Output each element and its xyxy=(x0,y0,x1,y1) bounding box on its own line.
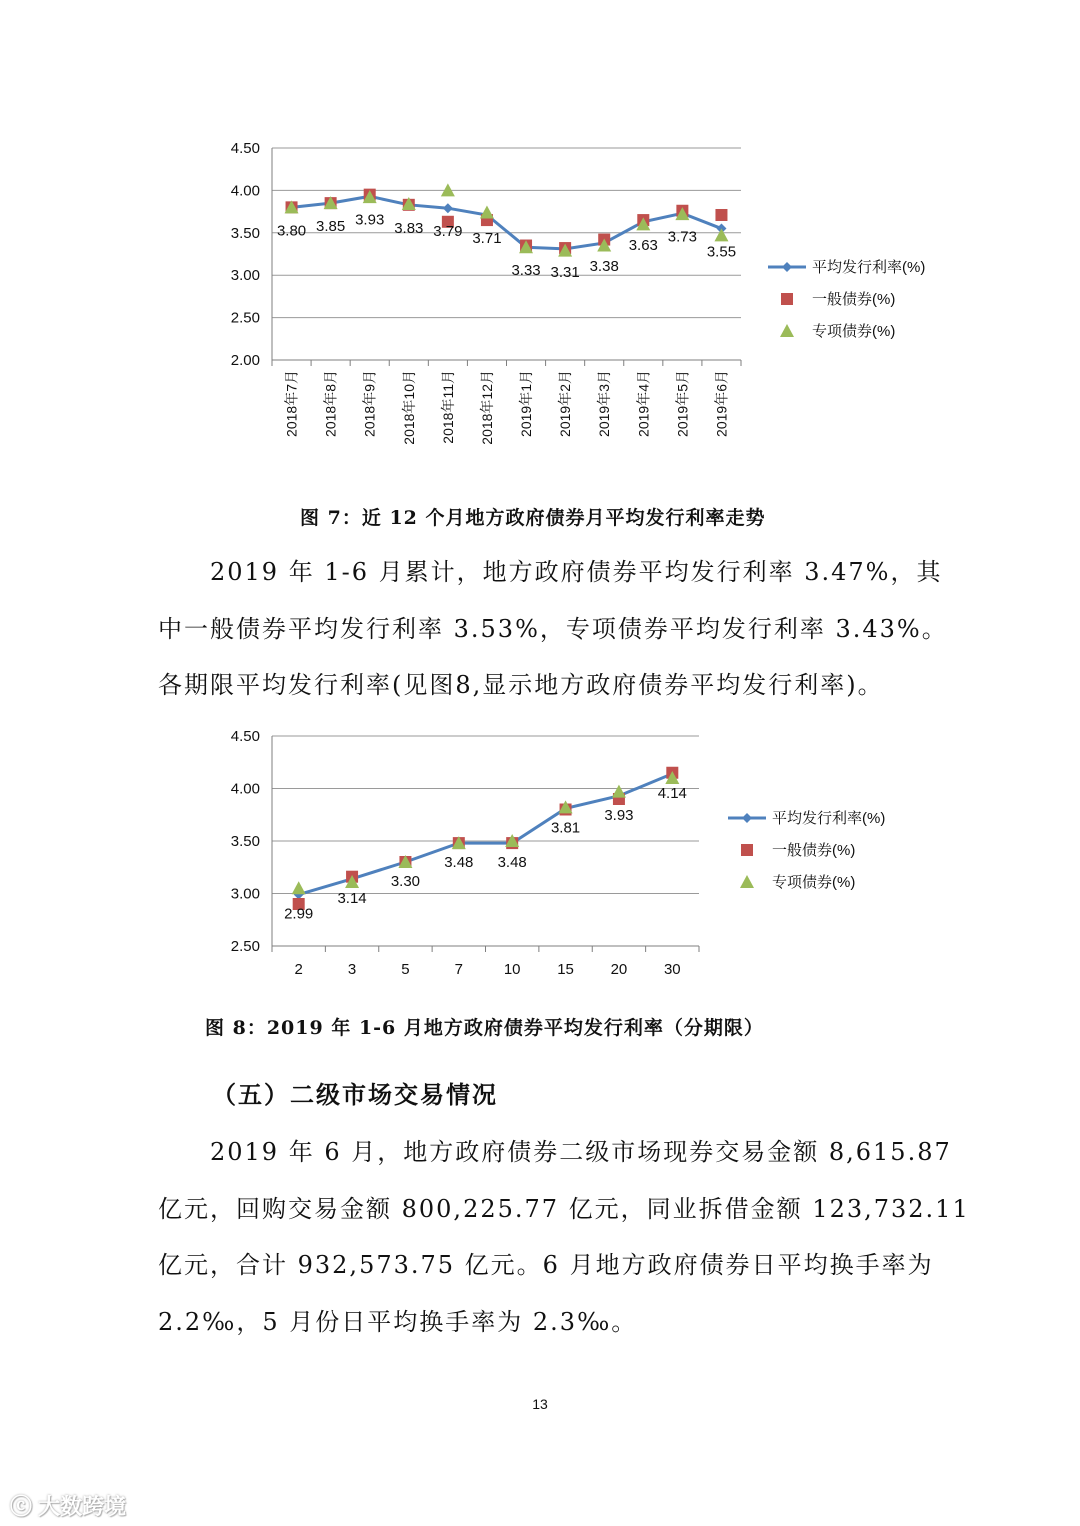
paragraph-line: 亿元，合计 932,573.75 亿元。6 月地方政府债券日平均换手率为 xyxy=(158,1251,934,1279)
y-tick-label: 3.00 xyxy=(230,885,260,903)
data-point-triangle xyxy=(480,205,494,218)
chart-term-issuance-rate xyxy=(200,720,940,990)
x-tick-label: 2019年1月 xyxy=(518,370,535,437)
legend-marker-diamond xyxy=(742,813,752,823)
x-tick-label: 2018年12月 xyxy=(478,370,495,445)
data-label: 3.83 xyxy=(394,219,424,237)
x-tick-label: 2019年3月 xyxy=(596,370,613,437)
y-tick-label: 4.00 xyxy=(230,182,260,200)
y-tick-label: 2.00 xyxy=(230,352,260,369)
data-point-triangle xyxy=(612,785,626,798)
chart-monthly-issuance-rate xyxy=(200,130,960,470)
data-label: 3.73 xyxy=(667,228,697,246)
data-point-triangle xyxy=(441,183,455,196)
x-tick-label: 2018年8月 xyxy=(322,370,339,437)
figure-7-caption: 图 7：近 12 个月地方政府债券月平均发行利率走势 xyxy=(300,507,766,529)
data-label: 3.31 xyxy=(550,263,580,281)
legend-label: 一般债券(%) xyxy=(772,842,856,859)
y-tick-label: 3.50 xyxy=(230,833,260,850)
data-point-square xyxy=(715,209,727,221)
y-tick-label: 2.50 xyxy=(230,938,260,955)
y-tick-label: 4.50 xyxy=(230,728,260,745)
data-label: 3.93 xyxy=(604,806,634,824)
data-label: 3.85 xyxy=(316,218,346,236)
data-label: 3.80 xyxy=(276,222,307,240)
data-point-diamond xyxy=(443,203,453,213)
x-tick-label: 3 xyxy=(347,961,357,978)
data-point-triangle xyxy=(714,228,728,241)
data-label: 3.63 xyxy=(628,236,658,254)
data-label: 3.48 xyxy=(444,854,474,872)
paragraph-line: 2.2‰，5 月份日平均换手率为 2.3‰。 xyxy=(158,1307,638,1336)
data-label: 3.48 xyxy=(497,854,527,872)
x-tick-label: 2018年9月 xyxy=(361,370,378,437)
paragraph-line: 2019 年 6 月，地方政府债券二级市场现券交易金额 8,615.87 xyxy=(210,1138,952,1166)
data-label: 3.38 xyxy=(589,257,619,275)
legend-marker-square xyxy=(781,293,793,305)
data-label: 3.81 xyxy=(550,819,581,837)
section-heading: （五）二级市场交易情况 xyxy=(212,1080,498,1109)
y-tick-label: 2.50 xyxy=(230,309,260,327)
data-label: 3.55 xyxy=(706,243,737,261)
data-label: 3.14 xyxy=(337,889,367,907)
x-tick-label: 2 xyxy=(294,961,303,978)
data-label: 2.99 xyxy=(284,905,314,923)
x-tick-label: 7 xyxy=(454,961,463,978)
paragraph-h1-summary xyxy=(158,544,948,714)
legend-label: 平均发行利率(%) xyxy=(812,259,926,276)
data-label: 3.79 xyxy=(433,223,463,241)
watermark-text: 大数跨境 xyxy=(38,1494,127,1519)
watermark-logo-icon: ⓒ xyxy=(10,1494,39,1519)
legend-label: 一般债券(%) xyxy=(812,291,896,308)
legend-marker-square xyxy=(741,844,753,856)
x-tick-label: 20 xyxy=(610,961,628,978)
x-tick-label: 10 xyxy=(503,961,521,978)
y-tick-label: 4.50 xyxy=(230,140,260,157)
legend-marker-triangle xyxy=(740,875,754,888)
paragraph-line: 亿元，回购交易金额 800,225.77 亿元，同业拆借金额 123,732.11 xyxy=(158,1194,970,1223)
x-tick-label: 5 xyxy=(401,961,410,978)
x-tick-label: 15 xyxy=(557,961,574,978)
legend-marker-triangle xyxy=(780,324,794,337)
data-label: 3.33 xyxy=(511,262,541,280)
legend-label: 专项债券(%) xyxy=(772,874,856,891)
x-tick-label: 2019年2月 xyxy=(557,370,574,437)
data-label: 3.30 xyxy=(390,873,421,890)
y-tick-label: 3.50 xyxy=(230,224,260,242)
x-tick-label: 2019年4月 xyxy=(635,370,652,437)
x-tick-label: 2019年5月 xyxy=(674,370,691,437)
legend-label: 专项债券(%) xyxy=(812,323,896,340)
page-number: 13 xyxy=(532,1396,548,1412)
x-tick-label: 2018年7月 xyxy=(283,370,300,437)
x-tick-label: 2018年11月 xyxy=(439,370,456,444)
data-label: 3.71 xyxy=(472,229,502,247)
x-tick-label: 30 xyxy=(663,961,681,978)
x-tick-label: 2019年6月 xyxy=(713,370,730,437)
paragraph-line: 中一般债券平均发行利率 3.53%，专项债券平均发行利率 3.43%。 xyxy=(158,614,948,643)
watermark xyxy=(10,1490,126,1521)
data-label: 4.14 xyxy=(657,784,687,802)
x-tick-label: 2018年10月 xyxy=(400,370,417,445)
legend-marker-diamond xyxy=(782,262,792,272)
y-tick-label: 3.00 xyxy=(230,267,260,285)
legend-label: 平均发行利率(%) xyxy=(772,810,886,827)
paragraph-line: 2019 年 1-6 月累计，地方政府债券平均发行利率 3.47%，其 xyxy=(210,558,943,586)
paragraph-secondary-market xyxy=(158,1124,970,1350)
y-tick-label: 4.00 xyxy=(230,780,260,798)
data-label: 3.93 xyxy=(355,211,385,229)
paragraph-line: 各期限平均发行利率(见图8,显示地方政府债券平均发行利率)。 xyxy=(158,671,884,699)
figure-8-caption: 图 8：2019 年 1-6 月地方政府债券平均发行利率（分期限） xyxy=(205,1017,764,1039)
data-point-triangle xyxy=(292,881,306,894)
